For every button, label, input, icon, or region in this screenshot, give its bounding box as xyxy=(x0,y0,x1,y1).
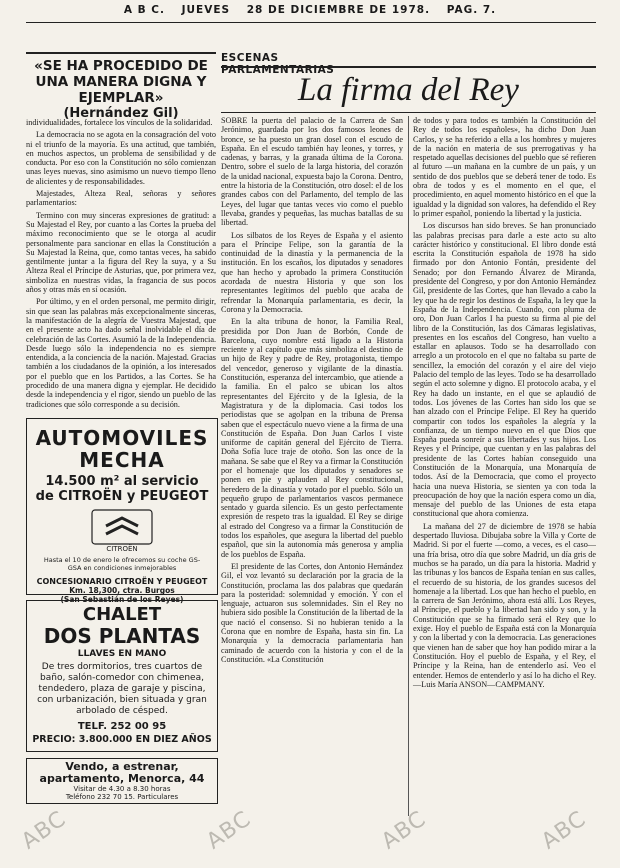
ad-address-1: Km. 18,300, ctra. Burgos xyxy=(69,586,175,595)
paragraph: En la alta tribuna de honor, la Familia Real, presidida por Don Juan de Borbón, Conde de Barcelona, cuyo nombre está ligado a la Historia reciente y al capítulo que más simboliza el destino de un hijo de Rey y padre de Rey, protagonista, tiempo del vencedor, generoso y vigilante de la dinastía. Constitución, esperanza del intercambio, que atiende a la familia. En el palco se ubican los altos representantes del Ejército y de la Iglesia, de la Magistratura y de la diplomacia. Casi todos los periodistas que se agolpan en la tribuna de Prensa saben que el espectáculo nuevo viene a la firma de una Constitución de España. Don Juan Carlos I viste uniforme de capitán general del Ejército de Tierra. Doña Sofía luce traje de otoño. Son las once de la mañana. Se sabe que el Rey va a firmar la Constitución por el homenaje que los diputados y senadores se ponen en pie y aplauden al Rey constitucional, heredero de la dinastía y votado por el pueblo. Sólo un pequeño grupo de parlamentarios vascos permanece sentado y guarda silencio. Es un gesto perfectamente expresión de respeto tras la igualdad. El Rey se dirige al estrado del Congreso va a firmar la Constitución de todos los españoles, que asegura la libertad del pueblo español, que sin la autonomía más generosa y amplia de los pueblos de España. xyxy=(221,317,403,559)
abc-watermark: ABC xyxy=(377,806,431,855)
paragraph: SOBRE la puerta del palacio de la Carrera de San Jerónimo, guardada por los dos famosos leones de bronce, se ha puesto un gran dosel con el escudo de España. En el escudo también hay leones, y torres, y cadenas, y barras, y la granada última de la Corona. Dentro, sobre el suelo de la larga historia, del corazón de la unidad nacional, expuesta bajo la Corona. Dentro, entre la historia de la Constitución, otro dosel: el de los grandes cabos con del Parlamento, del templo de las Leyes, del lugar que tantas veces vio como el pueblo llevaba, grandes y pequeñas, las muchas batallas de su libertad. xyxy=(221,116,403,228)
page-header xyxy=(0,4,620,22)
chalet-phone: TELF. 252 00 95 xyxy=(77,721,167,732)
paragraph: individualidades, fortalece los vínculos de la solidaridad. xyxy=(26,118,213,127)
chalet-sub: LLAVES EN MANO xyxy=(77,649,167,659)
abc-watermark: ABC xyxy=(537,806,591,855)
ad-offer-2: de CITROËN y PEUGEOT xyxy=(35,489,209,504)
ad-chalet xyxy=(26,600,218,752)
chalet-body: De tres dormitorios, tres cuartos de baño, salón-comedor con chimenea, tendedero, plaza de garaje y piscina, con urbanización, bien situada y gran arbolado de césped. xyxy=(37,662,207,716)
column-divider xyxy=(408,116,409,816)
paragraph: Majestades, Alteza Real, señoras y señores parlamentarios: xyxy=(26,189,216,208)
left-article-body xyxy=(26,118,216,410)
classified-line-1: Vendo, a estrenar, xyxy=(65,760,179,773)
left-headline-block xyxy=(26,58,216,122)
ad-automoviles-mecha xyxy=(26,418,218,604)
ad-address-2: (San Sebastián de los Reyes) xyxy=(60,595,184,604)
left-headline: «SE HA PROCEDIDO DE UNA MANERA DIGNA Y EJEMPLAR» xyxy=(34,58,208,106)
chalet-title: DOS PLANTAS xyxy=(43,624,201,648)
paragraph: de todos y para todos es también la Constitución del Rey de todos los españoles», ha dicho Don Juan Carlos, y se ha referido a ella a los hombres y mujeres de la nación en materia de sus prerrogativas y ha respetado aquellas decisiones del pueblo que sé refieren al futuro —un mañana en la cumbre de un país, y un sentido de dos pueblos que se deberá tener de todo. Es obra de todos y es el momento en el que, el procedimiento, en aquel momento histórico en el que la igualdad y la dignidad son valores, ha defendido el Rey lo primer español, poniendo la libertad y la justicia. xyxy=(413,116,597,218)
header-date: 28 DE DICIEMBRE DE 1978. xyxy=(246,4,431,16)
header-rule xyxy=(26,22,596,23)
paragraph: Por último, y en el orden personal, me permito dirigir, sin que sean las palabras más excepcionalmente sinceras, la manifestación de la alegría de Vuestra Majestad, que en el presente acto ha dado señal inolvidable el día de celebración de las Cortes. Asumió la de la Independencia. Desde luego sólo la independencia no es siempre entendida, a la conciencia de la nación. Majestad. Gracias también a los ciudadanos de la opinión, a los interesados por el pueblo que en los Partidos, a las Cortes. Se ha procedido de una manera digna y ejemplar. He decidido desde la independencia y el rigor, siendo un pueblo de las tradiciones que sólo corresponde a su decisión. xyxy=(26,297,216,409)
paragraph: La mañana del 27 de diciembre de 1978 se había despertado lluviosa. Dibujaba sobre la Villa y Corte de Madrid. Si por el fuerte —como, a veces, es el caso— una fría brisa, otro día que sobre Madrid, un día gris de muchos se ha parado, un día para la historia. Madrid y las tribunas y los bancos de España tenían en sus calles, el recuerdo de su historia, de los grandes sucesos del homenaje a la libertad. Los que han hecho el pueblo, en la carrera de San Jerónimo, ahora está allí. Los Reyes, al Príncipe, el pueblo y la libertad han sido y son, y la Constitución que se ha firmado será el Rey que lo exige. Hoy el pueblo de España está con la Monarquía y con la libertad y con la democracia. Las generaciones que vienen han de saber que hoy han podido mirar a la Constitución. Hoy el pueblo de España, y el Rey, el Príncipe y la Reina, han de entenderlo así. Veo el entender. Hemos de entenderlo y así lo ha dicho el Rey.—Luis María ANSON—CAMPMANY. xyxy=(413,521,596,689)
chalet-price: PRECIO: 3.800.000 EN DIEZ AÑOS xyxy=(32,734,212,745)
header-day: JUEVES xyxy=(181,4,231,16)
paragraph: La democracia no se agota en la consagración del voto ni el triunfo de la mayoría. Es una actitud, que también, en muchos aspectos, un problema de sensibilidad y de conducta. Por eso con la Constitución no sólo comienzan unas leyes nuevas, sino asimismo un nuevo tiempo lleno de alicientes y de responsabilidades. xyxy=(26,130,216,186)
ad-offer-1: 14.500 m² al servicio xyxy=(45,474,199,489)
citroen-logo-icon xyxy=(92,510,152,544)
ad-title: AUTOMOVILES MECHA xyxy=(35,426,209,472)
paragraph: El presidente de las Cortes, don Antonio Hernández Gil, el voz levantó su declaración por la gracia de la Constitución, proclama las dos palabras que quedarán para la posteridad: solemnidad y emoción. Y con el lenguaje, actuaron sus solemnidades. Sin el Rey no hubiera sido posible la Constitución de la libertad de la que nació el consenso. Si no hubieran tenido a la Corona que en nombre de España, hasta sin fin. La Monarquía y la democracia parlamentaria han caminado de acuerdo con la historia y con el de la Constitución. «La Constitución xyxy=(221,561,403,664)
abc-watermark: ABC xyxy=(202,806,256,855)
right-article-col-1 xyxy=(221,116,403,816)
paragraph: Termino con muy sinceras expresiones de gratitud: a Su Majestad el Rey, por cuanto a las Cortes la prueba del máximo reconocimiento que se le otorga al acudir personalmente para sancionar en ellas la Constitución a Su Majestad la Reina, que, como tantas veces, ha sabido gentilmente juntar a la figura del Rey la suya, y a Su Alteza Real el Príncipe de Asturias, que, por primera vez, simboliza en nuestras vidas, la fragancia de sus pocos años y otras más en sí ocasión. xyxy=(26,210,216,295)
paragraph: Los discursos han sido breves. Se han pronunciado las palabras precisas para darle a este acto su alto carácter histórico y constitucional. El libro donde está escrita la Constitución española de 1978 ha sido firmado por don Antonio Fontán, presidente del Senado; por don Fernando Álvarez de Miranda, presidente del Congreso, y por don Antonio Hernández Gil, presidente de las Cortes, que han llevado a cabo la ley que ha de regir los destinos de España, la ley que la España de la Independencia. Cuando, con pluma de oro, Don Juan Carlos I ha puesto su firma al pie del libro de la Constitución, las dos Cámaras legislativas, presentes en los escaños del Congreso, han vuelto a estallar en aplausos. Todo se ha desarrollado con arreglo a un protocolo en el que no faltaba su parte de sencillez, la emoción del corazón y el aire del viejo Palacio del templo de las leyes. Todo se ha desarrollado según el acto solemne y digno. El protocolo acaba, y el Rey ha dado un instante, en el que se aplaudió de todos. Los jóvenes de las Cortes han sido los que se han alzado con el Príncipe Felipe. El Rey ha querido compartir con todos los españoles la alegría y la confianza, de un tiempo nuevo en el que Dios que España pueda sonreír a sus libertades y sus hijos. Los Reyes y el Príncipe, que cuentan y en las palabras del presidente de las Cortes habían conseguido una Constitución de la Monarquía, una Monarquía de todos. Así de la Democracia, que como el proyecto hacia una nueva Historia, se sienten ya con toda la preocupación de hoy que la nación espera como un día, mensaje del pueblo de las Uniones de esta etapa constitucional que ahora comienza. xyxy=(413,221,596,519)
abc-watermark: ABC xyxy=(17,806,71,855)
section-label: ESCENAS PARLAMENTARIAS xyxy=(221,52,335,76)
left-top-rule xyxy=(26,52,216,54)
chalet-kicker: CHALET xyxy=(82,604,162,625)
paper-name: A B C. xyxy=(123,4,165,16)
ad-dealer: CONCESIONARIO CITROËN Y PEUGEOT xyxy=(36,577,208,586)
left-byline: (Hernández Gil) xyxy=(63,106,179,121)
classified-ad xyxy=(26,758,218,804)
ad-brand: CITROËN xyxy=(106,545,138,553)
article-title: La firma del Rey xyxy=(221,66,596,113)
classified-line-2: apartamento, Menorca, 44 xyxy=(39,772,205,785)
paragraph: Los silbatos de los Reyes de España y el asiento para el Príncipe Felipe, son la garantía de la continuidad de la dinastía y la permanencia de la institución. En los escaños, los diputados y senadores que han hecho y aprobado la primera Constitución acordada de nuestra Historia y que son los representantes legítimos del pueblo que acaba de refrendar la Monarquía parlamentaria, es decir, la Corona y la Democracia. xyxy=(221,230,403,314)
page-number: PAG. 7. xyxy=(446,4,497,16)
right-article-col-2 xyxy=(413,116,596,816)
classified-line-4: Teléfono 232 70 15. Particulares xyxy=(65,793,179,801)
classified-line-3: Visitar de 4.30 a 8.30 horas xyxy=(73,785,171,793)
ad-note: Hasta el 10 de enero le ofrecemos su coche GS-GSA en condiciones inmejorables xyxy=(43,556,201,572)
